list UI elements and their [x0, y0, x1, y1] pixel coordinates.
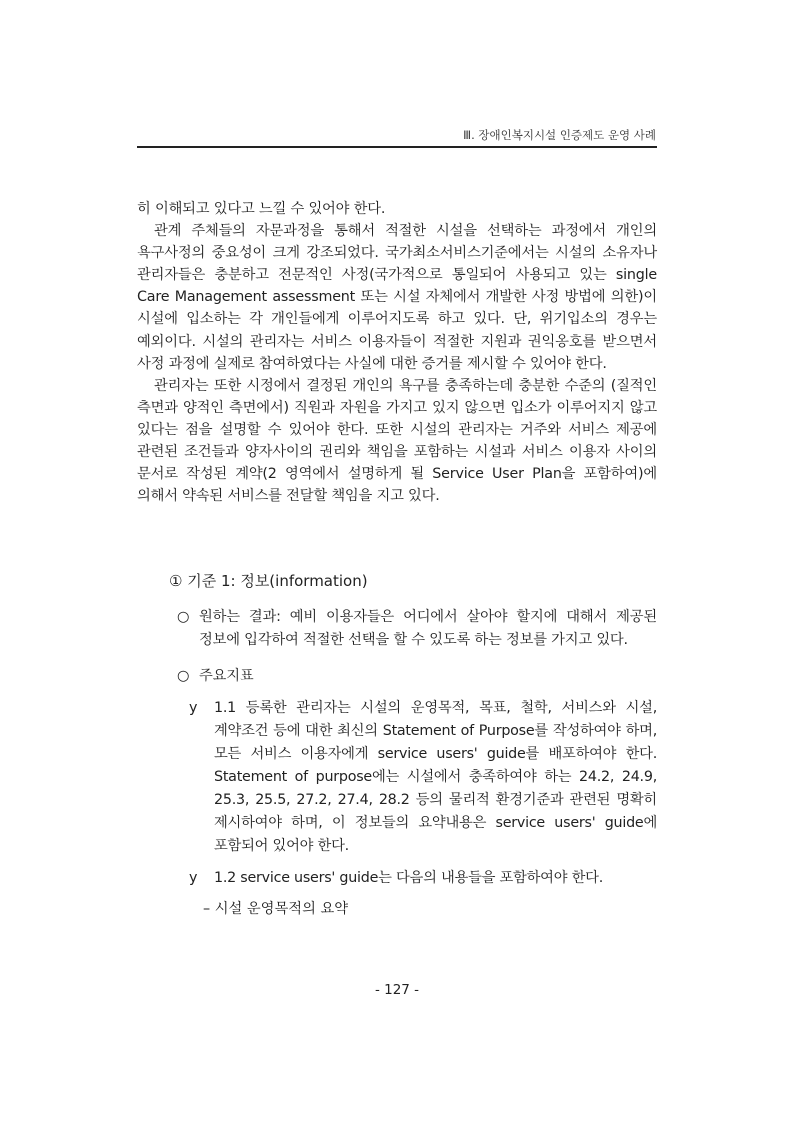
circle-bullet-icon: ○: [177, 668, 190, 684]
indicator-text: 1.1 등록한 관리자는 시설의 운영목적, 목표, 철학, 서비스와 시설, 계약조건 등에 대한 최신의 Statement of Purpose를 작성하여야 하며, 모든 서비스 이용자에게 service users' guide를 배포하여야 한다. Statement of purpose에는 시설에서 충족하여야 하는 24.2, 24.9, 25.3, 25.5, 27.2, 27.4, 28.2 등의 물리적 환경기준과 관련된 명확히 제시하여야 하며, 이 정보들의 요약내용은 service users' guide에 포함되어 있어야 한다.: [214, 700, 657, 854]
section-title: ① 기준 1: 정보(information): [169, 572, 368, 590]
bullet-expected-outcome: [137, 606, 657, 652]
indicator-text: 1.2 service users' guide는 다음의 내용들을 포함하여야 한다.: [214, 870, 604, 886]
standard-section: [137, 570, 657, 921]
page-number: - 127 -: [374, 982, 420, 998]
check-bullet-icon: y: [189, 700, 198, 716]
paragraph-contract: 관리자는 또한 시정에서 결정된 개인의 욕구를 충족하는데 충분한 수준의 (질적인 측면과 양적인 측면에서) 직원과 자원을 가지고 있지 않으면 입소가 이루어지지 않고 있다는 점을 설명할 수 있어야 한다. 또한 시설의 관리자는 거주와 서비스 제공에 관련된 조건들과 양자사이의 권리와 책임을 포함하는 시설과 서비스 이용자 사이의 문서로 작성된 계약(2 영역에서 설명하게 될 Service User Plan을 포함하여)에 의해서 약속된 서비스를 전달할 책임을 지고 있다.: [137, 377, 657, 505]
check-bullet-icon: y: [189, 870, 198, 886]
paragraph-assessment: 관계 주체들의 자문과정을 통해서 적절한 시설을 선택하는 과정에서 개인의 욕구사정의 중요성이 크게 강조되었다. 국가최소서비스기준에서는 시설의 소유자나 관리자들은 충분하고 전문적인 사정(국가적으로 통일되어 사용되고 있는 single Care Management assessment 또는 시설 자체에서 개발한 사정 방법에 의한)이 시설에 입소하는 각 개인들에게 이루어지도록 하고 있다. 단, 위기입소의 경우는 예외이다. 시설의 관리자는 서비스 이용자들이 적절한 지원과 권익옹호를 받으면서 사정 과정에 실제로 참여하였다는 사실에 대한 증거를 제시할 수 있어야 한다.: [137, 223, 657, 372]
running-header: Ⅲ. 장애인복지시설 인증제도 운영 사례: [463, 128, 656, 142]
body-text: [137, 198, 657, 507]
bullet-key-indicators: [137, 665, 657, 688]
bullet-text: 주요지표: [199, 668, 254, 684]
circle-bullet-icon: ○: [177, 609, 190, 625]
dash-item-purpose-summary: – 시설 운영목적의 요약: [203, 901, 349, 917]
indicator-1-1: [137, 697, 657, 858]
indicator-1-2: [137, 867, 657, 890]
paragraph-continuation: 히 이해되고 있다고 느낄 수 있어야 한다.: [137, 201, 386, 217]
header-divider: [137, 146, 657, 148]
bullet-text: 원하는 결과: 예비 이용자들은 어디에서 살아야 할지에 대해서 제공된 정보에 입각하여 적절한 선택을 할 수 있도록 하는 정보를 가지고 있다.: [199, 609, 657, 648]
